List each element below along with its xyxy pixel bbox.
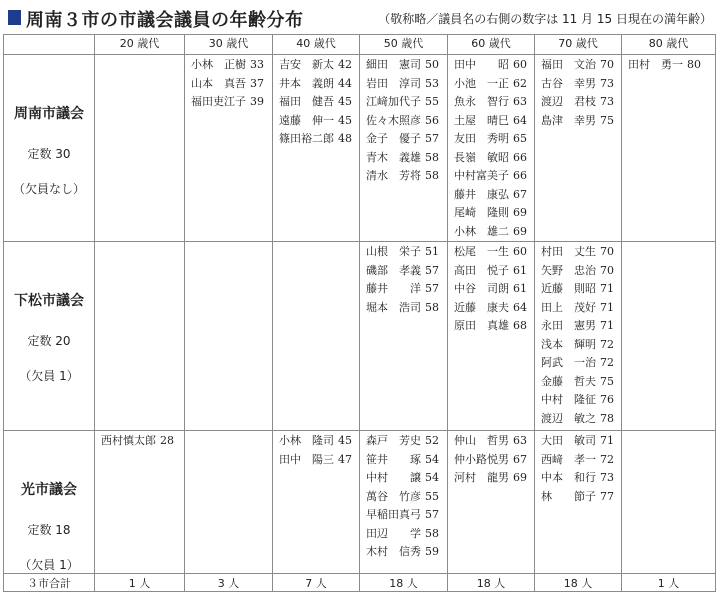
member-name: 仲山 哲男 (454, 434, 509, 447)
council-row-hikari (4, 431, 716, 574)
member-name: 中村富美子 (454, 169, 509, 182)
member-entry (273, 75, 359, 94)
member-list (95, 55, 184, 56)
age-distribution-table (3, 34, 716, 592)
member-name: 中谷 司朗 (454, 282, 509, 295)
member-entry (273, 112, 359, 131)
member-list (273, 431, 359, 469)
member-entry (535, 354, 621, 373)
member-name: 清水 芳将 (366, 169, 421, 182)
member-age: 66 (513, 150, 527, 164)
column-header-70s: 70 歳代 (535, 35, 622, 55)
member-age: 58 (425, 169, 439, 182)
totals-label: ３市合計 (4, 574, 95, 592)
council-seats: 定数 30 (27, 147, 71, 161)
council-row-shunan (4, 55, 716, 242)
member-list (448, 242, 534, 336)
member-entry (360, 130, 447, 149)
member-name: 近藤 則昭 (541, 282, 596, 295)
council-name: 光市議会 (21, 482, 77, 498)
member-entry (448, 75, 534, 94)
member-name: 遠藤 伸一 (279, 113, 334, 127)
member-name: 小池 一正 (454, 76, 509, 90)
member-entry (360, 112, 447, 131)
member-entry (448, 112, 534, 131)
member-age: 55 (425, 489, 439, 503)
totals-row (4, 574, 716, 592)
member-entry (448, 186, 534, 205)
member-age: 58 (425, 150, 439, 164)
member-age: 72 (600, 452, 614, 466)
member-name: 田辺 学 (366, 526, 421, 540)
member-age: 78 (600, 411, 614, 425)
member-name: 中村 隆征 (541, 393, 596, 406)
member-age: 50 (425, 58, 439, 71)
member-name: 福田吏江子 (191, 95, 246, 108)
member-age: 66 (513, 169, 527, 182)
member-list (185, 431, 272, 432)
member-entry (448, 317, 534, 336)
member-entry (448, 299, 534, 318)
member-age: 54 (425, 452, 439, 466)
member-list (535, 242, 621, 428)
age-cell-50s (360, 242, 448, 431)
member-age: 63 (513, 95, 527, 108)
age-cell-30s (185, 55, 273, 242)
member-name: 永田 憲男 (541, 319, 596, 332)
member-name: 福田 文治 (541, 58, 596, 71)
age-cell-20s (95, 55, 185, 242)
member-age: 45 (338, 434, 352, 447)
member-list (95, 242, 184, 243)
column-header-20s: 20 歳代 (95, 35, 185, 55)
member-entry (535, 75, 621, 94)
member-age: 57 (425, 508, 439, 521)
member-entry (360, 469, 447, 488)
member-name: 山本 真吾 (191, 76, 246, 90)
member-age: 39 (250, 95, 264, 108)
member-name: 中本 和行 (541, 471, 596, 484)
member-entry (448, 223, 534, 242)
member-age: 63 (513, 434, 527, 447)
total-70s: 18 人 (535, 574, 622, 592)
total-50s: 18 人 (360, 574, 448, 592)
member-entry (360, 488, 447, 507)
member-age: 80 (687, 58, 701, 71)
member-age: 73 (600, 471, 614, 484)
member-entry (535, 56, 621, 75)
member-age: 64 (513, 300, 527, 314)
member-name: 小林 雄二 (454, 224, 509, 238)
member-name: 山根 栄子 (366, 245, 421, 258)
member-age: 62 (513, 76, 527, 90)
member-entry (185, 56, 272, 75)
member-age: 52 (425, 434, 439, 447)
member-entry (360, 262, 447, 281)
council-seats: 定数 20 (27, 334, 71, 348)
member-entry (448, 149, 534, 168)
member-entry (448, 204, 534, 223)
member-name: 近藤 康夫 (454, 300, 509, 314)
member-age: 57 (425, 282, 439, 295)
member-entry (360, 93, 447, 112)
member-name: 尾崎 隆則 (454, 206, 509, 219)
member-entry (360, 432, 447, 451)
total-40s: 7 人 (273, 574, 360, 592)
member-name: 早稲田真弓 (366, 508, 421, 521)
member-entry (448, 469, 534, 488)
member-name: 萬谷 竹彦 (366, 489, 421, 503)
member-age: 42 (338, 58, 352, 71)
member-name: 田中 陽三 (279, 452, 334, 466)
member-entry (448, 262, 534, 281)
total-60s: 18 人 (448, 574, 535, 592)
member-entry (273, 451, 359, 470)
council-row-kudamatsu (4, 242, 716, 431)
member-age: 37 (250, 76, 264, 90)
member-age: 64 (513, 113, 527, 127)
member-entry (448, 432, 534, 451)
member-list (360, 431, 447, 562)
member-entry (95, 432, 184, 451)
member-list (622, 431, 715, 432)
member-entry (273, 432, 359, 451)
total-20s: 1 人 (95, 574, 185, 592)
member-entry (448, 280, 534, 299)
member-entry (535, 280, 621, 299)
member-list (535, 431, 621, 506)
member-name: 矢野 忠治 (541, 263, 596, 277)
member-list (273, 55, 359, 149)
member-list (622, 242, 715, 243)
member-name: 小林 正樹 (191, 58, 246, 71)
member-list (185, 242, 272, 243)
member-name: 高田 悦子 (454, 263, 509, 277)
member-age: 72 (600, 356, 614, 369)
member-entry (360, 451, 447, 470)
member-age: 59 (425, 545, 439, 558)
member-age: 71 (600, 319, 614, 332)
member-name: 古谷 幸男 (541, 76, 596, 90)
member-entry (185, 93, 272, 112)
age-cell-50s (360, 431, 448, 574)
age-cell-40s (273, 431, 360, 574)
member-name: 青木 義雄 (366, 150, 421, 164)
member-entry (448, 130, 534, 149)
member-entry (360, 56, 447, 75)
member-age: 70 (600, 245, 614, 258)
age-cell-40s (273, 55, 360, 242)
member-entry (360, 243, 447, 262)
age-cell-50s (360, 55, 448, 242)
member-age: 73 (600, 76, 614, 90)
council-label-cell (4, 55, 95, 242)
member-entry (535, 391, 621, 410)
member-entry (448, 243, 534, 262)
header-row (4, 35, 716, 55)
member-name: 林 節子 (541, 489, 596, 503)
member-age: 70 (600, 263, 614, 277)
member-age: 67 (513, 452, 527, 466)
member-name: 岩田 淳司 (366, 76, 421, 90)
member-entry (360, 299, 447, 318)
member-list (185, 55, 272, 112)
member-age: 71 (600, 300, 614, 314)
member-age: 48 (338, 132, 352, 145)
member-name: 小林 隆司 (279, 434, 334, 447)
member-entry (360, 75, 447, 94)
member-entry (535, 317, 621, 336)
member-entry (535, 243, 621, 262)
council-label-cell (4, 431, 95, 574)
member-name: 魚永 智行 (454, 95, 509, 108)
member-entry (535, 299, 621, 318)
column-header-80s: 80 歳代 (622, 35, 716, 55)
member-name: 島津 幸男 (541, 113, 596, 127)
age-cell-60s (448, 242, 535, 431)
member-name: 藤井 康弘 (454, 187, 509, 201)
member-age: 58 (425, 526, 439, 540)
member-age: 61 (513, 263, 527, 277)
member-name: 村田 丈生 (541, 245, 596, 258)
age-cell-40s (273, 242, 360, 431)
age-cell-70s (535, 431, 622, 574)
member-list (273, 242, 359, 243)
member-entry (535, 93, 621, 112)
member-age: 51 (425, 245, 439, 258)
member-entry (360, 525, 447, 544)
member-age: 45 (338, 95, 352, 108)
title-square-icon (8, 10, 21, 25)
member-entry (360, 280, 447, 299)
member-name: 金藤 哲夫 (541, 374, 596, 388)
member-name: 西﨑 孝一 (541, 452, 596, 466)
member-list (360, 242, 447, 317)
member-name: 井本 義朗 (279, 76, 334, 90)
age-cell-30s (185, 431, 273, 574)
member-age: 72 (600, 337, 614, 351)
member-age: 61 (513, 282, 527, 295)
member-name: 河村 龍男 (454, 471, 509, 484)
member-entry (535, 112, 621, 131)
member-age: 76 (600, 393, 614, 406)
header-note: （敬称略／議員名の右側の数字は 11 月 15 日現在の満年齢） (378, 12, 712, 26)
member-age: 60 (513, 245, 527, 258)
member-list (535, 55, 621, 130)
age-cell-80s (622, 242, 716, 431)
total-80s: 1 人 (622, 574, 716, 592)
member-age: 45 (338, 113, 352, 127)
member-name: 阿武 一治 (541, 356, 596, 369)
member-entry (360, 149, 447, 168)
column-header-blank (4, 35, 95, 55)
member-entry (360, 543, 447, 562)
age-cell-70s (535, 55, 622, 242)
member-age: 77 (600, 489, 614, 503)
member-list (448, 431, 534, 488)
member-name: 吉安 新太 (279, 58, 334, 71)
member-age: 57 (425, 263, 439, 277)
member-age: 75 (600, 374, 614, 388)
member-entry (448, 451, 534, 470)
member-age: 33 (250, 58, 264, 71)
member-name: 堀本 浩司 (366, 300, 421, 314)
member-age: 57 (425, 132, 439, 145)
member-name: 木村 信秀 (366, 545, 421, 558)
member-age: 73 (600, 95, 614, 108)
member-name: 磯部 孝義 (366, 263, 421, 277)
member-list (622, 55, 715, 75)
council-name: 下松市議会 (14, 293, 84, 309)
member-age: 47 (338, 452, 352, 466)
member-entry (360, 167, 447, 186)
member-age: 69 (513, 224, 527, 238)
member-age: 28 (160, 434, 174, 447)
column-header-50s: 50 歳代 (360, 35, 448, 55)
page-title: 周南３市の市議会議員の年齢分布 (26, 10, 304, 31)
member-entry (535, 336, 621, 355)
council-seats: 定数 18 (27, 523, 71, 537)
member-name: 田中 昭 (454, 58, 509, 71)
member-name: 長嶺 敏昭 (454, 150, 509, 164)
member-age: 56 (425, 113, 439, 127)
member-name: 笹井 琢 (366, 452, 421, 466)
member-entry (360, 506, 447, 525)
council-vacancy: （欠員 1） (19, 558, 79, 572)
age-cell-20s (95, 242, 185, 431)
member-name: 渡辺 君枝 (541, 95, 596, 108)
member-name: 田村 勇一 (628, 58, 683, 71)
council-vacancy: （欠員 1） (19, 369, 79, 383)
member-list (360, 55, 447, 186)
member-entry (273, 130, 359, 149)
member-entry (535, 410, 621, 429)
member-age: 55 (425, 95, 439, 108)
column-header-30s: 30 歳代 (185, 35, 273, 55)
member-name: 金子 優子 (366, 132, 421, 145)
member-name: 福田 健吾 (279, 95, 334, 108)
member-list (95, 431, 184, 451)
age-cell-80s (622, 431, 716, 574)
member-age: 54 (425, 471, 439, 484)
member-age: 68 (513, 319, 527, 332)
member-name: 友田 秀明 (454, 132, 509, 145)
member-name: 森戸 芳史 (366, 434, 421, 447)
age-cell-60s (448, 55, 535, 242)
member-age: 71 (600, 282, 614, 295)
member-entry (273, 56, 359, 75)
member-age: 69 (513, 206, 527, 219)
member-age: 60 (513, 58, 527, 71)
member-age: 71 (600, 434, 614, 447)
member-name: 江﨑加代子 (366, 95, 421, 108)
member-name: 仲小路悦男 (454, 452, 509, 466)
member-name: 松尾 一生 (454, 245, 509, 258)
member-age: 44 (338, 76, 352, 90)
member-age: 65 (513, 132, 527, 145)
member-name: 田上 茂好 (541, 300, 596, 314)
member-entry (535, 432, 621, 451)
column-header-40s: 40 歳代 (273, 35, 360, 55)
member-entry (185, 75, 272, 94)
age-cell-80s (622, 55, 716, 242)
member-name: 浅本 輝明 (541, 337, 596, 351)
member-name: 中村 譲 (366, 471, 421, 484)
member-entry (535, 469, 621, 488)
member-age: 75 (600, 113, 614, 127)
column-header-60s: 60 歳代 (448, 35, 535, 55)
council-name: 周南市議会 (14, 106, 84, 122)
age-cell-60s (448, 431, 535, 574)
member-age: 67 (513, 187, 527, 201)
member-age: 58 (425, 300, 439, 314)
member-entry (535, 262, 621, 281)
total-30s: 3 人 (185, 574, 273, 592)
age-cell-20s (95, 431, 185, 574)
member-age: 69 (513, 471, 527, 484)
member-name: 藤井 洋 (366, 282, 421, 295)
member-name: 西村慎太郎 (101, 434, 156, 447)
header (4, 6, 716, 30)
member-age: 53 (425, 76, 439, 90)
member-name: 大田 敏司 (541, 434, 596, 447)
member-entry (448, 167, 534, 186)
council-label-cell (4, 242, 95, 431)
member-name: 篠田裕二郎 (279, 132, 334, 145)
member-entry (535, 488, 621, 507)
member-entry (535, 373, 621, 392)
age-cell-70s (535, 242, 622, 431)
member-name: 原田 真雄 (454, 319, 509, 332)
member-list (448, 55, 534, 241)
member-name: 佐々木照彦 (366, 113, 421, 127)
member-name: 渡辺 敏之 (541, 411, 596, 425)
member-entry (535, 451, 621, 470)
member-entry (273, 93, 359, 112)
age-cell-30s (185, 242, 273, 431)
council-vacancy: （欠員なし） (12, 182, 85, 196)
member-entry (448, 93, 534, 112)
member-entry (448, 56, 534, 75)
member-name: 細田 憲司 (366, 58, 421, 71)
member-name: 土屋 晴巳 (454, 113, 509, 127)
member-age: 70 (600, 58, 614, 71)
member-entry (622, 56, 715, 75)
